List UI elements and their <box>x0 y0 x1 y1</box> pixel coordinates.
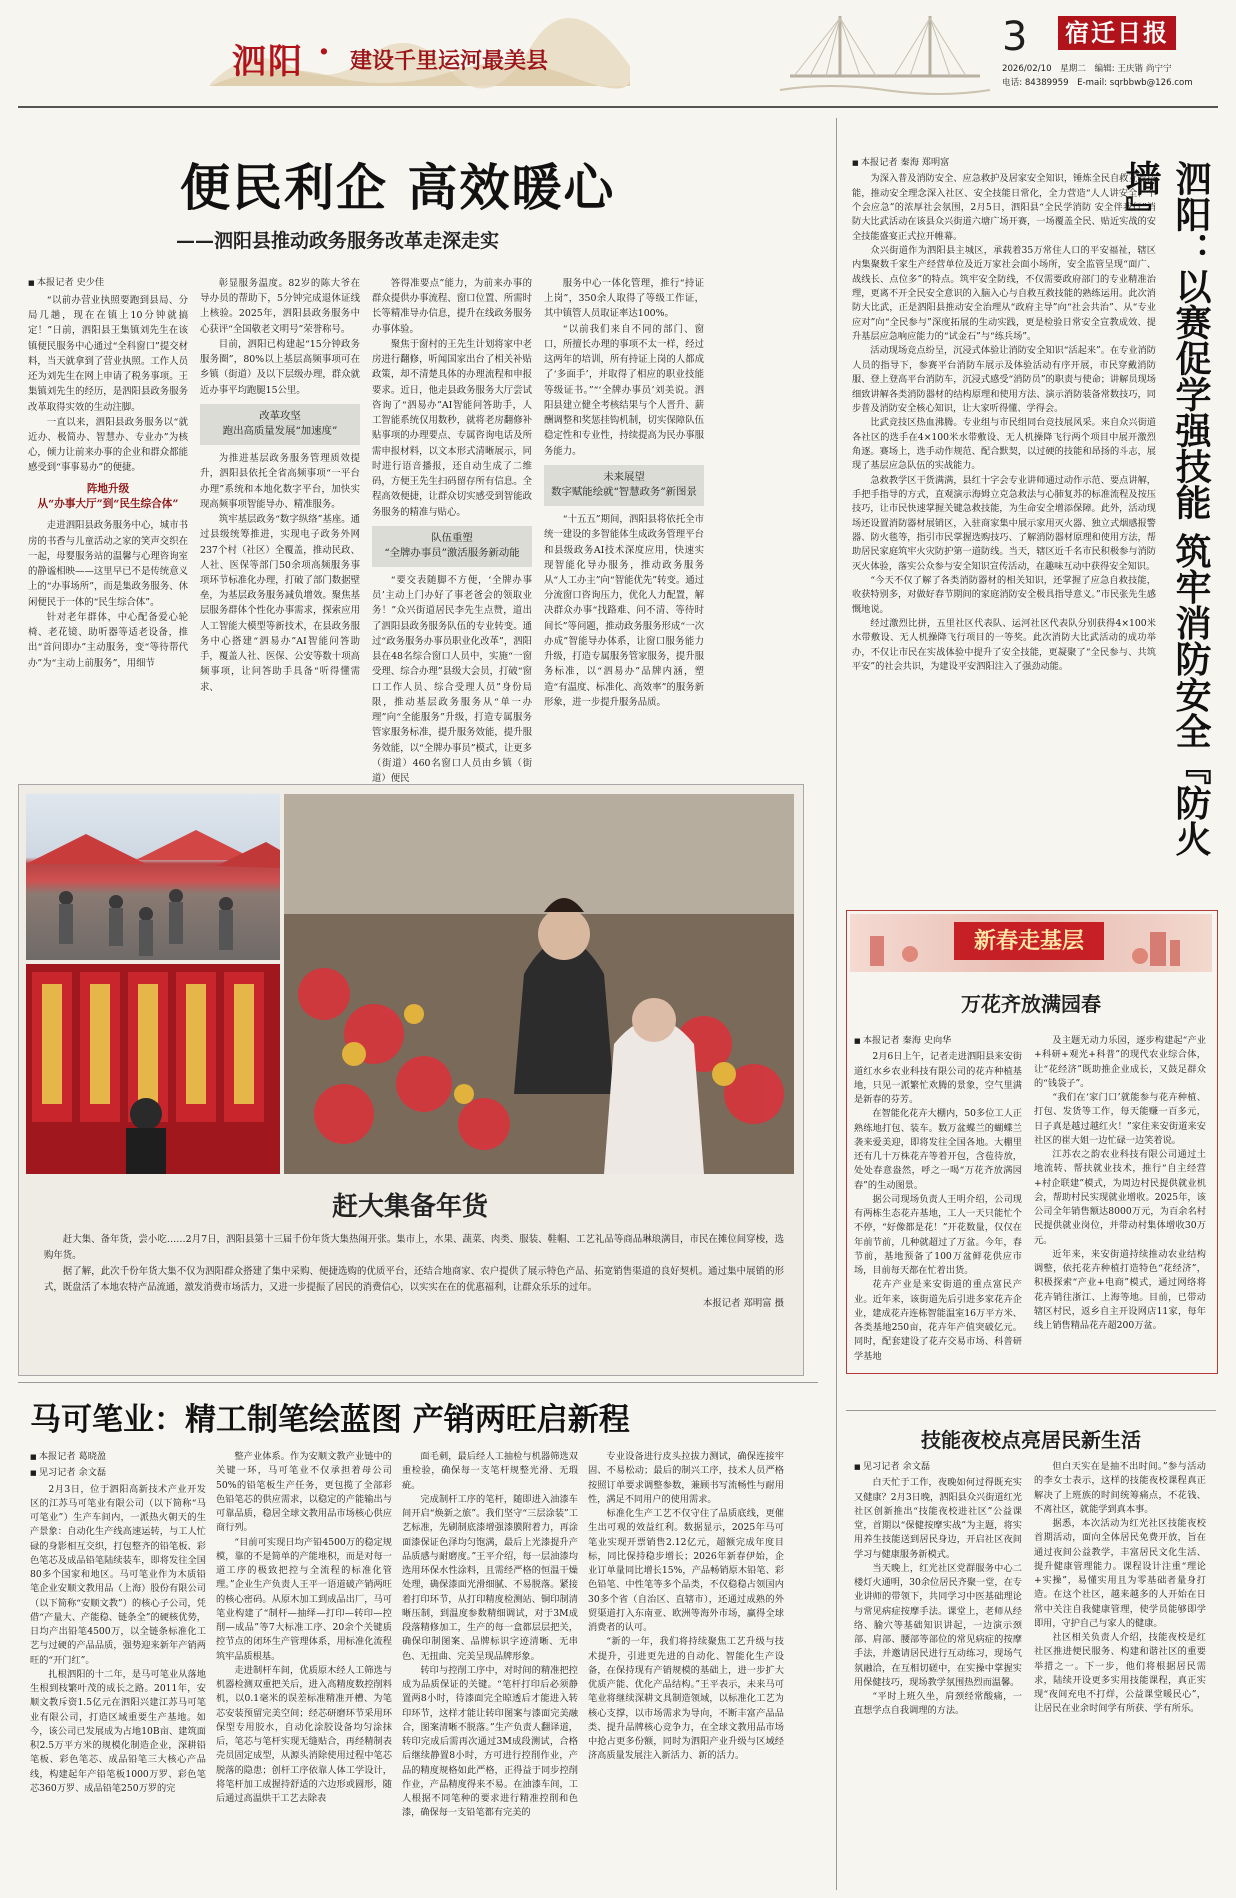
pen-top-rule <box>18 1382 818 1383</box>
fire-p5: 急救教学区干货满满，县红十字会专业讲师通过动作示范、要点讲解，手把手指导的方式，直观演示海姆立克急救法与心肺复苏的标准流程及按压技巧，让市民快速掌握关键急救技能，为生命安全增添保障。此外，活动现场还设置消防器材展销区，入驻商家集中展示家用灭火器、独立式烟感报警器、防火毯等，指引市民掌握选购技巧、了解消防器材原理和使用方法，帮助居民家庭筑牢火灾防护第一道防线。当天，辖区近千名市民积极参与消防灭火体验，落实公众参与安全知识宣传活动，在趣味互动中获得安全知识。 <box>852 474 1156 572</box>
lead-c2-p2: 目前，泗阳已构建起“15分钟政务服务圈”，80%以上基层高频事项可在乡镇（街道）及以下层级办理，群众就近办事平均跑腿15公里。 <box>200 338 360 396</box>
spring-banner <box>850 914 1212 972</box>
lead-c4-p1: 服务中心一体化管理，推行“持证上岗”，350余人取得了等级工作证，其中镇管人员取证率达100%。 <box>544 278 704 320</box>
lead-subhead-2-a: 改革攻坚 <box>259 409 301 422</box>
lead-right-rule <box>836 118 837 1890</box>
pen-col-1 <box>30 1450 206 1890</box>
county-name: 泗阳 <box>232 42 304 82</box>
pen-p7: 完成制杆工序的笔杆，随即进入油漆车间开启“焕新之旅”。我们坚守“三层涂装”工艺标准，先刷制底漆增强漆膜附着力，再涂面漆保证色泽均匀饱满，最后上光漆提升产品质感与耐磨度。”王平介绍，每一层油漆均选用环保水性涂料，且需经严格的恒温干燥处理，确保漆面光滑细腻、不易脱落。紧接着打印环节，从打印精度检测站、铜印制清晰压制，到温度参数精细调试，对于3M成段落精修加工，生产的每一盒都层层把关，确保印制图案、品牌标识字迹清晰、无串色、无扭曲、完美呈现品牌形象。 <box>402 1493 578 1662</box>
school-col-2 <box>1034 1460 1206 1890</box>
school-p5: 据悉，本次活动为红光社区技能夜校首期活动，面向全体居民免费开放，旨在通过夜间公益教学，丰富居民文化生活、提升健康管理能力。课程设计注重“理论+实操”，易懂实用且为零基础者量身打造。在这个社区，越来越多的人开始在日常中关注自我健康管理，使学员能够即学即用，守护自己与家人的健康。 <box>1034 1518 1206 1629</box>
school-top-rule <box>846 1410 1216 1411</box>
school-p1: 白天忙于工作，夜晚如何过得既充实又健康？2月3日晚，泗阳县众兴街道红光社区创新推出“技能夜校进社区”公益课堂，首期以“保健按摩实战”为主题，将实用养生技能送到居民身边，开启社区夜间学习与健康服务新模式。 <box>854 1477 1022 1560</box>
lead-subtitle: ——泗阳县推动政务服务改革走深走实 <box>176 230 500 252</box>
lead-c1-p1: “以前办营业执照要跑到县局、分局几趟，现在在镇上10分钟就搞定！”日前，泗阳县王集镇刘先生在该镇便民服务中心通过“全科窗口”提交材料，当天就拿到了营业执照。工作人员还为刘先生在网上申请了税务事项。王集镇刘先生的经历，是泗阳县政务服务改革取得实效的生动注脚。 <box>28 294 188 413</box>
pen-p10: 标准化生产工艺不仅守住了品质底线，更催生出可观的效益红利。数据显示，2025年马可笔业实现开票销售2.12亿元，超额完成年度目标，同比保持稳步增长；2026年新春伊始，企业订单量同比增长15%，产品畅销原木铅笔、彩色铅笔、中性笔等多个品类，不仅稳稳占领国内30多个省（自治区、直辖市），还通过成熟的外贸渠道打入东南亚、欧洲等海外市场，赢得全球消费者的认可。 <box>588 1508 784 1633</box>
fire-p6: “今天不仅了解了各类消防器材的相关知识，还掌握了应急自救技能，收获特别多，对做好春节期间的家庭消防安全极具指导意义。”市民张先生感慨地说。 <box>852 574 1156 615</box>
lead-col-2 <box>200 276 360 722</box>
school-p2: 当天晚上，红光社区党群服务中心二楼灯火通明，30余位居民齐聚一堂，在专业讲师的带领下，共同学习中医基础理论与常见病症按摩手法。课堂上，老师从经络、腧穴等基础知识讲起，一边演示颈部、肩部、腰部等部位的常见病症的按摩手法，并邀请居民进行互动练习，现场气氛融洽，在互相切磋中，在实操中掌握实用保健技巧，现场教学氛围热烈而温馨。 <box>854 1562 1022 1688</box>
lead-subhead-1-b: 从“办事大厅”到“民生综合体” <box>37 498 179 511</box>
photo-caption-1: 赶大集、备年货，尝小吃……2月7日，泗阳县第十三届千份年货大集热闹开张。集市上，水果、蔬菜、肉类、服装、鞋帽、工艺礼品等商品琳琅满目，市民在摊位间穿梭，选购年货。 <box>44 1234 784 1261</box>
lead-c1-p3: 走进泗阳县政务服务中心，城市书房的书香与儿童活动之家的笑声交织在一起，母婴服务站的温馨与心理咨询室的静谧相映——这里早已不是传统意义上的“办事场所”，而是集政务服务、休闲便民于一体的“民生综合体”。 <box>28 520 188 608</box>
pen-p1: 2月3日，位于泗阳高新技术产业开发区的江苏马可笔业有限公司（以下简称“马可笔业”）生产车间内，一派热火朝天的生产景象：自动化生产线高速运转，与工人忙碌的身影相互交织，打包整齐的铅笔板、彩色笔芯及成品铅笔陆续装车，即将发往全国80多个国家和地区。马可笔业作为木质铅笔企业安顺文教用品（上海）股份有限公司（以下简称“安顺文教”）的核心子公司，凭借“产量大、产能稳、链条全”的硬核优势，日均产出铅笔4500万，以全链条标准化工艺与过硬的产品品质，强势迎来新年产销两旺的“开门红”。 <box>30 1483 206 1666</box>
lead-c2-p1: 彰显服务温度。82岁的陈大爷在导办员的帮助下，5分钟完成退休证线上核验。2025年，泗阳县政务服务中心获评“全国敬老文明号”荣誉称号。 <box>200 278 360 335</box>
fire-p2: 众兴街道作为泗阳县主城区，承载着35万常住人口的平安福祉，辖区内集聚数千家生产经营单位及近万家社会面小场所，安全监管呈现“面广、战线长、点位多”的特点。筑牢安全防线，不仅需要政府部门的专业精准治理，更离不开全民安全意识的入脑入心与自救互救技能的熟练运用。此次消防大比武，正是泗阳县推动安全治理从“政府主导”向“社会共治”、从“专业应对”向“全民参与”深度拓展的生动实践，更是检验日常安全宣教成效、提升基层应急响应能力的“试金石”与“练兵场”。 <box>852 245 1156 343</box>
photo-caption-2: 据了解，此次千份年货大集不仅为泗阳群众搭建了集中采购、便捷选购的优质平台，还结合地商家、农户提供了展示特色产品、拓宽销售渠道的良好契机。通过集中展销的形式，既盘活了本地农特产品流通，激发消费市场活力，又进一步提振了居民的消费信心，以实实在在的优惠福利，让群众乐乐的过年。 <box>44 1265 784 1293</box>
lead-subhead-4-b: 数字赋能绘就“智慧政务”新图景 <box>551 486 697 499</box>
fire-byline: ■ 本报记者 秦海 郑明富 <box>852 156 1156 170</box>
fire-text <box>852 156 1156 894</box>
pen-byline-1: ■ 本报记者 葛晓盈 <box>30 1450 206 1464</box>
lead-c1-p2: 一直以来，泗阳县政务服务以“就近办、极简办、智慧办、专业办”为核心，倾力让前来办事的企业和群众都能感受到“事事易办”的便捷。 <box>28 416 188 474</box>
flower-p7: 江苏农之韵农业科技有限公司通过土地流转、帮扶就业技术，推行“自主经营+村企联建”模式，为周边村民提供就业机会，帮助村民实现就业增收。2025年，该公司全年销售额达8000万元，为百余名村民提供就业岗位，并带动村集体增收30万元。 <box>1034 1149 1206 1246</box>
flower-p3: 据公司现场负责人王明介绍，公司现有两栋生态花卉基地，工人一天只能忙个不停，“好像都是花！”开花数量，仅仅在年前节前，几种就超过了万盆。今年，春节前，基地预备了100万盆鲜花供应市场，目前每天都在忙着出货。 <box>854 1193 1022 1276</box>
pen-col-2 <box>216 1450 392 1890</box>
pen-p4: “目前可实现日均产铅4500万的稳定规模，靠的不是简单的产能堆积，而是对每一道工序的极致把控与全流程的标准化管理。”企业生产负责人王平一语道破产销两旺的核心密码。从原木加工到成品出厂，马可笔业构建了“制杆—抽绎—打印—转印—控削—成品”等7大标准工序、20余个关键质控节点的闭环生产管理体系，用标准化流程筑牢品质根基。 <box>216 1536 392 1662</box>
lead-col-1 <box>28 276 188 722</box>
lead-subhead-2-b: 跑出高质量发展“加速度” <box>222 425 338 438</box>
lead-c3-p3: “要交表随脚不方便，‘全牌办事员’主动上门办好了事老爸会的领取业务！”众兴街道居民李先生点赞，道出了泗阳县政务服务队伍的专业转变。通过“政务服务办事员职业化改革”，泗阳县在48名综合窗口人员中，实施“一窗受理、综合办理”县级大会员，打破“窗口工作人员、综合受理人员”身份局限，推动基层政务服务从“单一办理”向“全能服务”升级，打造专属服务管家服务标准，提升服务效能，提升服务效能，以“全牌办事员”模式，让更多（街道）460名窗口人员由乡镇（街道）便民 <box>372 574 532 785</box>
lead-subhead-1 <box>28 482 188 513</box>
masthead-dot: · <box>318 32 330 72</box>
page-number: 3 <box>1002 14 1028 60</box>
photo-credit: 本报记者 郑明富 摄 <box>703 1297 784 1309</box>
school-byline: ■ 见习记者 余文磊 <box>854 1460 1022 1474</box>
fire-p1: 为深入普及消防安全、应急救护及居家安全知识，锤炼全民自救互救技能，推动安全理念深入社区、安全技能日常化，全力营造“人人讲安全、个个会应急”的浓厚社会氛围，2月5日，泗阳县“全民学消防 安全伴我行”消防大比武活动在该县众兴街道六塘广场开赛，一场覆盖全民、贴近实战的安全技能盛宴正式拉开帷幕。 <box>852 173 1156 242</box>
flower-p6: “我们在‘家门口’就能参与花卉种植、打包、发货等工作，每天能赚一百多元，日子真是越过越红火！”家住来安街道来安社区的崔大姐一边忙碌一边笑着说。 <box>1034 1092 1206 1146</box>
school-p3: “平时上班久坐，肩颈经常酸痛，一直想学点自我调理的方法。 <box>854 1691 1022 1717</box>
pen-p3: 整产业体系。作为安顺文教产业链中的关键一环，马可笔业不仅承担着母公司50%的铅笔板生产任务，更包揽了全部彩色铅笔芯的供应需求，以稳定的产能输出与可靠品质，稳居全球文教用品市场核心供应商行列。 <box>216 1451 392 1534</box>
photo-story-caption <box>44 1232 784 1368</box>
flower-byline: ■ 本报记者 秦海 史向华 <box>854 1034 1022 1048</box>
market-photo-flowers <box>284 794 794 1174</box>
pen-byline-2: ■ 见习记者 余文磊 <box>30 1466 206 1480</box>
paper-name-logo: 宿迁日报 <box>1058 16 1176 50</box>
lead-subhead-2 <box>200 404 360 445</box>
lead-col-4 <box>544 276 704 722</box>
photo-story-title: 赶大集备年货 <box>331 1192 488 1222</box>
pen-p6: 面毛刺，最后经人工抽检与机器筛选双重检验，确保每一支笔杆规整光滑、无瑕疵。 <box>402 1451 578 1491</box>
fire-p7: 经过激烈比拼，五里社区代表队、运河社区代表队分别获得4×100米水带敷设、无人机操降飞行项目的一等奖。此次消防大比武活动的成功举办，不仅让市民在实战体验中提升了安全技能，更凝聚了“全民参与、共筑平安”的社会共识，为建设平安泗阳注入了强劲动能。 <box>852 618 1156 673</box>
date-editor-line: 2026/02/10 星期二 编辑: 王庆锴 尚宁宁 <box>1002 64 1172 74</box>
fire-p4: 比武竞技区热血沸腾。专业组与市民组同台竞技展风采。来自众兴街道各社区的选手在4×100米水带敷设、无人机操降飞行两个项目中展开激烈角逐。赛场上，选手动作规范、配合默契，以过硬的技能和昂扬的斗志，展现了基层应急队伍的实战能力。 <box>852 417 1156 472</box>
flower-p8: 近年来，来安街道持续推动农业结构调整，依托花卉种植打造特色“花经济”，积极探索“产业+电商”模式，通过网络将花卉销往浙江、上海等地。目前，已带动辖区村民，返乡自主开设网店11家，每年线上销售精品花卉超200万盆。 <box>1034 1248 1206 1331</box>
lead-c2-p4: 筑牢基层政务“数字纵络”基座。通过县级统筹推进，实现电子政务外网237个村（社区）全覆盖，推动民政、人社、医保等部门50余项高频服务事项环节标准化办理，打破了部门数据壁垒，为基层政务服务减负增效。聚焦基层服务群体个性化办事需求，探索应用人工智能大模型等新技术，在县政务服务中心搭建“泗易办”AI智能问答助手，覆盖人社、医保、公安等数十项高频事项，让问答助手具备“听得懂需求、 <box>200 514 360 693</box>
pen-col-4 <box>588 1450 784 1890</box>
market-photo-couplets <box>26 964 280 1174</box>
pen-p2: 扎根泗阳的十二年，是马可笔业从落地生根到枝繁叶茂的成长之路。2011年，安顺文教斥资1.5亿元在泗阳兴建江苏马可笔业有限公司，打造区域重要生产基地。如今，该公司已发展成为占地10B亩、建筑面积2.5万平方米的规模化制造企业，深耕铅笔板、彩色笔芯、成品铅笔三大核心产品线，构建起年产铅笔板1000万罗、彩色笔芯360万罗、成品铅笔250万罗的完 <box>30 1668 206 1794</box>
lead-c3-p2: 聚焦于窗村的王先生计划将家中老房进行翻修，听闻国家出台了相关补贴政策，却不清楚具体的办理流程和申报要求。近日，他走县政务服务大厅尝试咨询了“泗易办”AI智能问答助手，人工智能系统仅用数秒，就将老房翻修补贴事项的办理要点、专属咨询电话及所需申报材料，以文本形式清晰展示，同时进行语音播报，还自动生成了二维码，方便王先生扫码留存所有信息。全程高效便捷，让群众切实感受到智能政务服务的精准与贴心。 <box>372 338 532 518</box>
flower-col-1 <box>854 1034 1022 1364</box>
flower-p1: 2月6日上午，记者走进泗阳县来安街道红水乡农业科技有限公司的花卉种植基地，只见一派繁忙欢腾的景象，空气里满是新春的芬芳。 <box>854 1051 1022 1105</box>
lead-c1-p4: 针对老年群体，中心配备爱心轮椅、老花镜、助听器等适老设备，推出“首问即办”主动服务，变“等待帮代办”为“主动上前服务”，用细节 <box>28 611 188 669</box>
lead-c4-p2: “以前我们来自不同的部门、窗口，所擅长办理的事项不太一样，经过这两年的培训，所有持证上岗的人都成了‘多面手’，并取得了相应的职业技能等级证书。”“‘全牌办事员’刘美说。泗阳县建立健全考核结果与个人晋升、薪酬调整和奖惩挂钩机制，切实保障队伍稳定性和专业性，持续提高为民办事服务能力。 <box>544 323 704 457</box>
flower-title: 万花齐放满园春 <box>961 992 1101 1016</box>
pen-p8: 转印与控削工序中，对时间的精准把控成为品质保证的关键。“笔杆打印后必须静置两8小时，待漆面完全晾透后才能进入转印环节，这样才能让转印图案与漆面完美融合，图案清晰不脱落。”生产负责人翻译道，转印完成后需再次通过3M成段测试，合格后继续静置8小时，方可进行控削作业，产品的精度规格如此严格，正得益于同步控削作业，产品精度得来不易。在油漆车间，工人根据不同笔种的要求进行精准控削和色漆，确保每一支铅笔都有完美的 <box>402 1664 578 1819</box>
pen-p11: “新的一年，我们将持续聚焦工艺升级与技术提升，引进更先进的自动化、智能化生产设备，在保持现有产销规模的基础上，进一步扩大优质产能、优化产品结构。”王平表示，未来马可笔业将继续深耕文具制造领域，以标准化工艺为核心支撑，以市场需求为导向，不断丰富产品品类、提升品牌核心竞争力，在全球文教用品市场中抢占更多份额，同时为泗阳产业升级与区域经济高质量发展注入新活力、新的活力。 <box>588 1636 784 1762</box>
flower-p4: 花卉产业是来安街道的重点富民产业。近年来，该街道先后引进多家花卉企业，建成花卉连栋智能温室16万平方米、各类基地250亩，花卉年产值突破亿元。同时，配套建设了花卉交易市场、科普研学基地 <box>854 1279 1022 1362</box>
county-slogan: 建设千里运河最美县 <box>350 48 549 74</box>
lead-c3-p1: 答得准要点”能力，为前来办事的群众提供办事流程、窗口位置、所需时长等精准导办信息，提升在线政务服务办事体验。 <box>372 278 532 335</box>
lead-subhead-3-b: “全牌办事员”激活服务新动能 <box>384 547 520 560</box>
lead-subhead-3-a: 队伍重塑 <box>431 531 473 544</box>
flower-p5: 及主题无动力乐园，逐步构建起“产业+科研+观光+科普”的现代农业综合体，让“花经济”既助推企业成长，又鼓足群众的“钱袋子”。 <box>1034 1035 1206 1089</box>
fire-p3: 活动现场竞点纷呈，沉浸式体验让消防安全知识“活起来”。在专业消防人员的指导下，参赛平台消防车展示及体验活动有序开展，市民穿戴消防服、登上登高平台消防车，沉浸式感受“消防员”的职责与使命；讲解员现场细致讲解各类消防器材的结构原理和使用方法、演示消防装备常数技巧，同步普及消防安全核心知识，让大家听得懂、学得会。 <box>852 345 1156 414</box>
flower-col-2 <box>1034 1034 1206 1364</box>
pen-p5: 走进制杆车间，优质原木经人工筛选与机器检测双重把关后，进入高精度数控削料机，以0.1毫米的误差标准精准开槽、为笔芯安装预留完美空间；经芯研磨环节采用环保型专用胶水，自动化涂胶设备均匀涂抹后，笔芯与笔杆实现无缝贴合，再经精制表壳员固定成型，从源头消除使用过程中笔芯脱落的隐患；创杆工序依靠人体工学设计，将笔杆加工成握持舒适的六边形或圆形，随后通过高温烘干工艺去除表 <box>216 1664 392 1804</box>
lead-subhead-3 <box>372 526 532 567</box>
school-p4: 但白天实在是抽不出时间。”参与活动的李女士表示，这样的技能夜校课程真正解决了上班族的时间统筹痛点，不花钱、不离社区，就能学到真本事。 <box>1034 1461 1206 1515</box>
flower-p2: 在智能化花卉大棚内，50多位工人正熟练地打包、装车。数万盆蝶兰的蝴蝶兰袭来爱美迎，即将发往全国各地。大棚里还有几十万株花卉等着开包，含苞待放，处处春意盎然，呼之一喝“万花齐放满园春”的生动图景。 <box>854 1108 1022 1191</box>
lead-c4-p3: “十五五”期间，泗阳县将依托全市统一建设的多智能体生成政务管理平台和县级政务AI技术深度应用，快速实现智能化导办服务，推动政务服务从“人工办主”向“智能优先”转变。通过分流窗口咨询压力，优化人力配置，解决群众办事“找路难、问不清、等待时间长”等问题，推动政务服务形成“一次办成”智能导办体系，让窗口服务能力升级，打造专属服务管家服务，提升服务标准，以“泗易办”品牌内涵，塑造“有温度、标准化、高效率”的服务新形象，进一步提升服务品质。 <box>544 514 704 708</box>
lead-byline: ■ 本报记者 史少佳 <box>28 276 188 291</box>
lead-col-3 <box>372 276 532 785</box>
contact-line: 电话: 84389959 E-mail: sqrbbwb@126.com <box>1002 78 1193 88</box>
market-photo-tents <box>26 794 280 960</box>
lead-title: 便民利企 高效暖心 <box>180 158 616 217</box>
pen-col-3 <box>402 1450 578 1890</box>
masthead-rule <box>18 106 1218 108</box>
masthead <box>0 0 1236 112</box>
lead-subhead-1-a: 阵地升级 <box>86 482 130 495</box>
lead-subhead-4-a: 未来展望 <box>603 470 645 483</box>
fire-vertical-title: 泗阳：以赛促学强技能 筑牢消防安全『防火墙』 <box>1120 160 1212 857</box>
bridge-graphic <box>780 6 990 96</box>
school-p6: 社区相关负责人介绍，技能夜校是红社区推进便民服务、构建和谐社区的重要举措之一。下一步，他们将根据居民需求，陆续开设更多实用技能课程，真正实现“夜间充电不打烊，公益课堂暖民心”，让居民在业余时间学有所获、学有所乐。 <box>1034 1632 1206 1715</box>
lead-c2-p3: 为推进基层政务服务管理质效提升，泗阳县依托全省高频事项“一平台办理”系统和本地化数字平台，加快实现高频事项智能导办、精准服务。 <box>200 453 360 510</box>
pen-title: 马可笔业：精工制笔绘蓝图 产销两旺启新程 <box>30 1402 630 1438</box>
spring-banner-label: 新春走基层 <box>954 922 1104 960</box>
school-title: 技能夜校点亮居民新生活 <box>921 1428 1141 1452</box>
lead-subhead-4 <box>544 465 704 506</box>
school-col-1 <box>854 1460 1022 1890</box>
pen-p9: 专业设备进行皮头拉拔力测试，确保连接牢固、不易松动；最后的制兴工序，技术人员严格按照订单要求调整参数，兼顾书写流畅性与耐用性，满足不同用户的使用需求。 <box>588 1451 784 1505</box>
